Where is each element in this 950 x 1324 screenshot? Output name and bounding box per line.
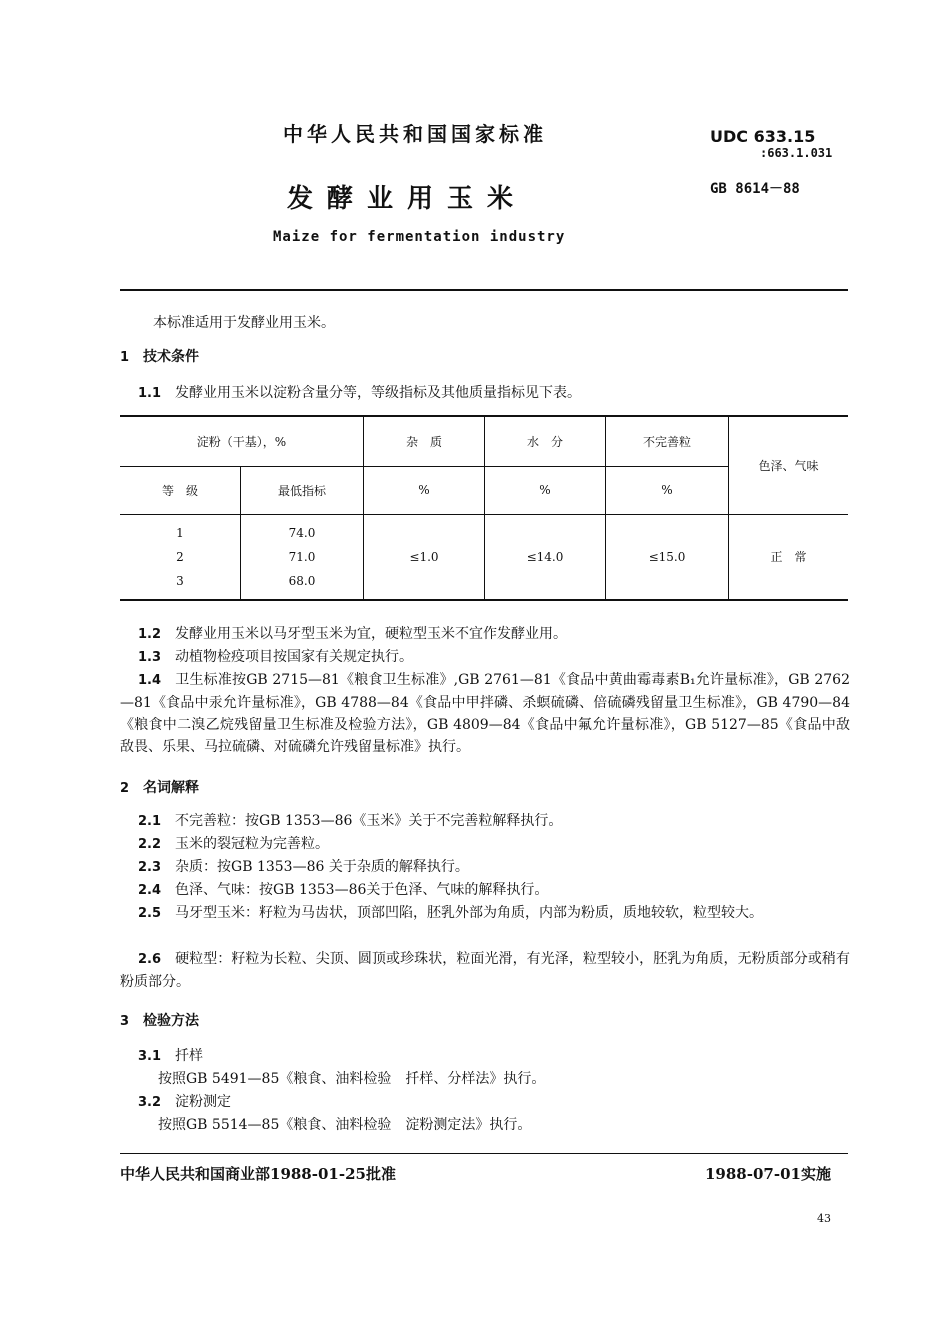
clause-1-2 [138, 623, 567, 646]
clause-text: 发酵业用玉米以马牙型玉米为宜，硬粒型玉米不宜作发酵业用。 [175, 626, 568, 642]
clause-1-3 [138, 646, 413, 669]
gb-number: GB 8614－88 [710, 181, 800, 197]
section-title: 名词解释 [143, 780, 200, 796]
section-3-heading [120, 1010, 199, 1033]
clause-number: 2.6 [138, 952, 162, 967]
clause-number: 2.4 [138, 883, 162, 898]
clause-2-4 [138, 879, 548, 902]
clause-2-3 [138, 856, 469, 879]
clause-text: 卫生标准按GB 2715—81《粮食卫生标准》,GB 2761—81《食品中黄曲霉毒素B₁允许量标准》，GB 2762—81《食品中汞允许量标准》，GB 4788—84《食品中甲拌磷、杀螟硫磷、倍硫磷残留量卫生标准》，GB 4790—84《粮食中二溴乙烷残留量卫生标准及检验方法》，GB 4809—84《食品中氟允许量标准》，GB 5127—85《食品中敌敌畏、乐果、马拉硫磷、对硫磷允许残留量标准》执行。 [120, 672, 850, 755]
section-number: 2 [120, 781, 130, 796]
imperfect-value: ≤15.0 [606, 514, 729, 600]
clause-number: 3.1 [138, 1049, 162, 1064]
clause-3-2 [138, 1091, 231, 1114]
standard-title: 中华人民共和国国家标准 [283, 122, 547, 146]
impurity-unit: % [364, 466, 485, 514]
quality-table [120, 415, 848, 601]
imperfect-unit: % [606, 466, 729, 514]
section-number: 3 [120, 1014, 130, 1029]
grade-values [120, 514, 241, 600]
clause-number: 2.3 [138, 860, 162, 875]
clause-2-1 [138, 810, 562, 833]
udc-code-continued: :663.1.031 [760, 146, 833, 160]
min-index-cell: 74.0 [288, 525, 316, 540]
header-rule [120, 289, 848, 291]
min-index-header: 最低指标 [241, 466, 364, 514]
clause-2-2 [138, 833, 329, 856]
clause-number: 2.1 [138, 814, 162, 829]
grade-header: 等 级 [120, 466, 241, 514]
clause-title: 淀粉测定 [175, 1094, 232, 1110]
clause-text: 动植物检疫项目按国家有关规定执行。 [175, 649, 414, 665]
clause-number: 1.3 [138, 650, 162, 665]
clause-number: 3.2 [138, 1095, 162, 1110]
approval-line: 中华人民共和国商业部1988-01-25批准 [120, 1165, 396, 1183]
section-2-heading [120, 777, 199, 800]
starch-header: 淀粉（干基），% [120, 416, 364, 466]
clause-1-1 [138, 382, 581, 405]
clause-text: 马牙型玉米：籽粒为马齿状，顶部凹陷，胚乳外部为角质，内部为粉质，质地较软，粒型较大。 [175, 905, 764, 921]
section-number: 1 [120, 350, 130, 365]
clause-3-2-text: 按照GB 5514—85《粮食、油料检验 淀粉测定法》执行。 [158, 1117, 532, 1133]
clause-1-4 [120, 669, 850, 758]
min-index-values [241, 514, 364, 600]
clause-number: 1.4 [138, 673, 162, 688]
document-title: 发酵业用玉米 [287, 184, 528, 214]
clause-2-6 [120, 948, 850, 993]
min-index-cell: 68.0 [288, 573, 316, 588]
clause-3-1-text: 按照GB 5491—85《粮食、油料检验 扦样、分样法》执行。 [158, 1071, 546, 1087]
clause-number: 1.1 [138, 386, 162, 401]
clause-3-1 [138, 1045, 203, 1068]
clause-text: 色泽、气味：按GB 1353—86关于色泽、气味的解释执行。 [175, 882, 549, 898]
clause-number: 2.2 [138, 837, 162, 852]
section-title: 检验方法 [143, 1013, 200, 1029]
grade-cell: 3 [176, 573, 184, 588]
footer-rule [120, 1153, 848, 1154]
moisture-unit: % [485, 466, 606, 514]
min-index-cell: 71.0 [288, 549, 316, 564]
impurity-value: ≤1.0 [364, 514, 485, 600]
grade-cell: 1 [176, 525, 184, 540]
effective-date: 1988-07-01实施 [705, 1165, 831, 1183]
moisture-header: 水 分 [485, 416, 606, 466]
document-title-english: Maize for fermentation industry [273, 229, 566, 245]
clause-number: 1.2 [138, 627, 162, 642]
imperfect-header: 不完善粒 [606, 416, 729, 466]
moisture-value: ≤14.0 [485, 514, 606, 600]
page-number: 43 [817, 1212, 831, 1225]
color-header: 色泽、气味 [729, 416, 849, 514]
intro-text: 本标准适用于发酵业用玉米。 [153, 315, 335, 331]
clause-text: 硬粒型：籽粒为长粒、尖顶、圆顶或珍珠状，粒面光滑，有光泽，粒型较小，胚乳为角质，无粉质部分或稍有粉质部分。 [120, 951, 850, 990]
color-value: 正 常 [729, 514, 849, 600]
section-1-heading [120, 346, 199, 369]
clause-number: 2.5 [138, 906, 162, 921]
impurity-header: 杂 质 [364, 416, 485, 466]
clause-text: 不完善粒：按GB 1353—86《玉米》关于不完善粒解释执行。 [175, 813, 563, 829]
section-title: 技术条件 [143, 349, 200, 365]
clause-title: 扦样 [175, 1048, 204, 1064]
clause-text: 发酵业用玉米以淀粉含量分等，等级指标及其他质量指标见下表。 [175, 385, 582, 401]
udc-code: UDC 633.15 [710, 127, 816, 146]
clause-text: 杂质：按GB 1353—86 关于杂质的解释执行。 [175, 859, 469, 875]
clause-text: 玉米的裂冠粒为完善粒。 [175, 836, 330, 852]
grade-cell: 2 [176, 549, 184, 564]
clause-2-5 [120, 902, 850, 925]
